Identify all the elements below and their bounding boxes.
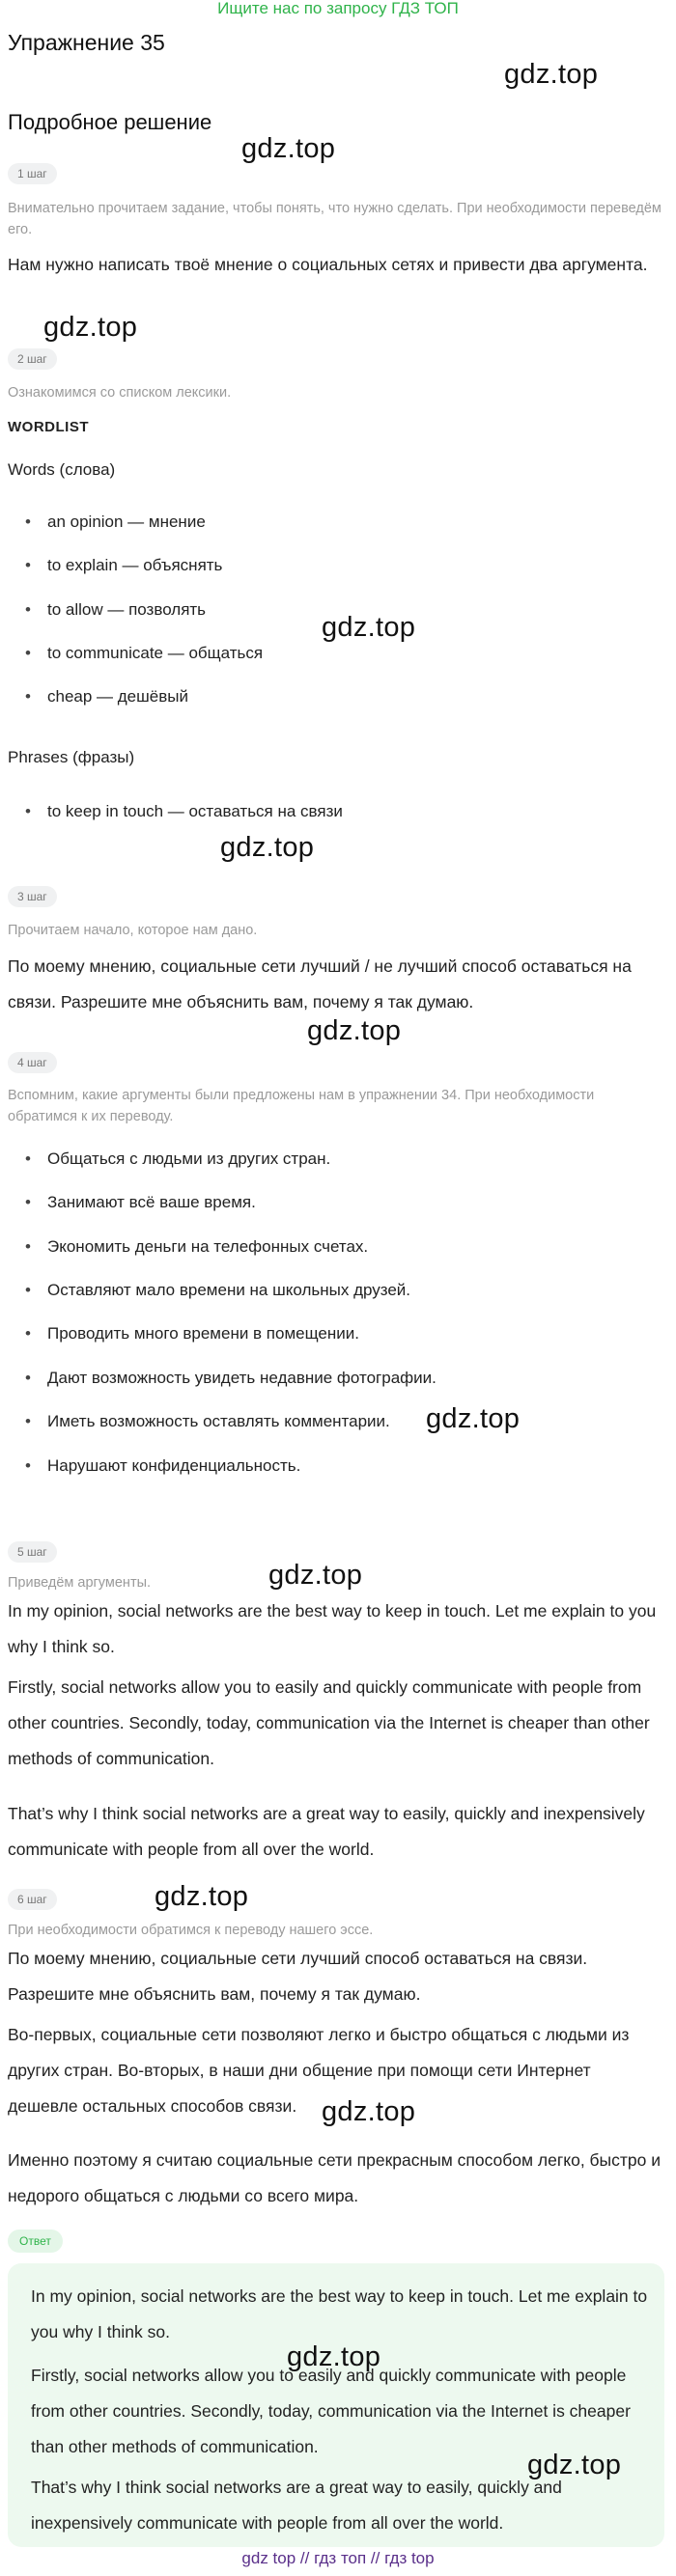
watermark: gdz.top (268, 1560, 363, 1591)
list-item: • Экономить деньги на телефонных счетах. (25, 1235, 662, 1259)
step-badge: 4 шаг (8, 1052, 57, 1073)
step-hint: Приведём аргументы. (8, 1575, 152, 1591)
watermark: gdz.top (426, 1403, 521, 1434)
step-text: По моему мнению, социальные сети лучший / не лучший способ оставаться на связи. Разрешите мне объяснить вам, почему я так думаю. (8, 956, 632, 1011)
essay-paragraph: По моему мнению, социальные сети лучший способ оставаться на связи. Разрешите мне объяснить вам, почему я так думаю. (8, 1949, 588, 2004)
list-item: • Иметь возможность оставлять комментарии. (25, 1410, 662, 1433)
step-badge: 6 шаг (8, 1889, 57, 1910)
step-badge: 2 шаг (8, 348, 57, 370)
watermark: gdz.top (220, 832, 315, 863)
answer-box (8, 2263, 664, 2547)
section-title: Подробное решение (8, 110, 212, 134)
watermark: gdz.top (504, 59, 599, 90)
list-item: • Занимают всё ваше время. (25, 1191, 662, 1214)
step-text: Нам нужно написать твоё мнение о социальных сетях и привести два аргумента. (8, 255, 648, 274)
step-hint: Вспомним, какие аргументы были предложены нам в упражнении 34. При необходимости обратимся к их переводу. (8, 1088, 595, 1124)
list-item: • Общаться с людьми из других стран. (25, 1148, 662, 1171)
watermark: gdz.top (307, 1015, 402, 1046)
answer-badge: Ответ (8, 2230, 63, 2253)
essay-paragraph: Именно поэтому я считаю социальные сети прекрасным способом легко, быстро и недорого общаться с людьми со всего мира. (8, 2150, 662, 2205)
phrases-label: Phrases (фразы) (8, 748, 135, 766)
list-item: • to keep in touch — оставаться на связи (25, 800, 662, 823)
words-label: Words (слова) (8, 460, 116, 479)
list-item: • cheap — дешёвый (25, 685, 662, 708)
list-item: • to allow — позволять (25, 598, 662, 622)
answer-paragraph: Firstly, social networks allow you to easily and quickly communicate with people from other countries. Secondly, today, communication via the Internet is cheaper than other methods of communication. (31, 2366, 631, 2456)
watermark: gdz.top (155, 1881, 249, 1912)
essay-paragraph: Firstly, social networks allow you to easily and quickly communicate with people from other countries. Secondly, today, communication via the Internet is cheaper than other methods of communication. (8, 1677, 650, 1768)
answer-paragraph: That’s why I think social networks are a great way to easily, quickly and inexpensively communicate with people from all over the world. (31, 2478, 562, 2533)
essay-paragraph: That’s why I think social networks are a great way to easily, quickly and inexpensively communicate with people from all over the world. (8, 1804, 645, 1859)
watermark: gdz.top (527, 2450, 622, 2480)
watermark: gdz.top (322, 2096, 416, 2127)
search-banner: Ищите нас по запросу ГДЗ ТОП (217, 0, 459, 17)
footer-text: gdz top // гдз топ // гдз top (241, 2549, 435, 2567)
step-badge: 5 шаг (8, 1541, 57, 1563)
step-hint: Прочитаем начало, которое нам дано. (8, 923, 258, 938)
answer-paragraph: In my opinion, social networks are the best way to keep in touch. Let me explain to you why I think so. (31, 2286, 648, 2341)
step-badge: 3 шаг (8, 886, 57, 907)
list-item: • Оставляют мало времени на школьных друзей. (25, 1279, 662, 1302)
step-hint: Внимательно прочитаем задание, чтобы понять, что нужно сделать. При необходимости переведём его. (8, 201, 662, 237)
watermark: gdz.top (287, 2341, 381, 2372)
list-item: • Проводить много времени в помещении. (25, 1322, 662, 1345)
page-title: Упражнение 35 (8, 30, 165, 55)
watermark: gdz.top (322, 612, 416, 643)
wordlist-heading: WORDLIST (8, 419, 89, 435)
list-item: • Дают возможность увидеть недавние фотографии. (25, 1367, 662, 1390)
list-item: • an opinion — мнение (25, 511, 662, 534)
list-item: • Нарушают конфиденциальность. (25, 1454, 662, 1478)
watermark: gdz.top (241, 133, 336, 164)
essay-paragraph: In my opinion, social networks are the best way to keep in touch. Let me explain to you why I think so. (8, 1601, 657, 1656)
step-hint: Ознакомимся со списком лексики. (8, 385, 232, 401)
list-item: • to communicate — общаться (25, 642, 662, 665)
essay-paragraph: Во-первых, социальные сети позволяют легко и быстро общаться с людьми из других стран. Во-вторых, в наши дни общение при помощи сети Интернет дешевле остальных способов связи. (8, 2025, 630, 2116)
list-item: • to explain — объяснять (25, 554, 662, 577)
step-hint: При необходимости обратимся к переводу нашего эссе. (8, 1923, 374, 1938)
watermark: gdz.top (43, 312, 138, 343)
step-badge: 1 шаг (8, 163, 57, 184)
